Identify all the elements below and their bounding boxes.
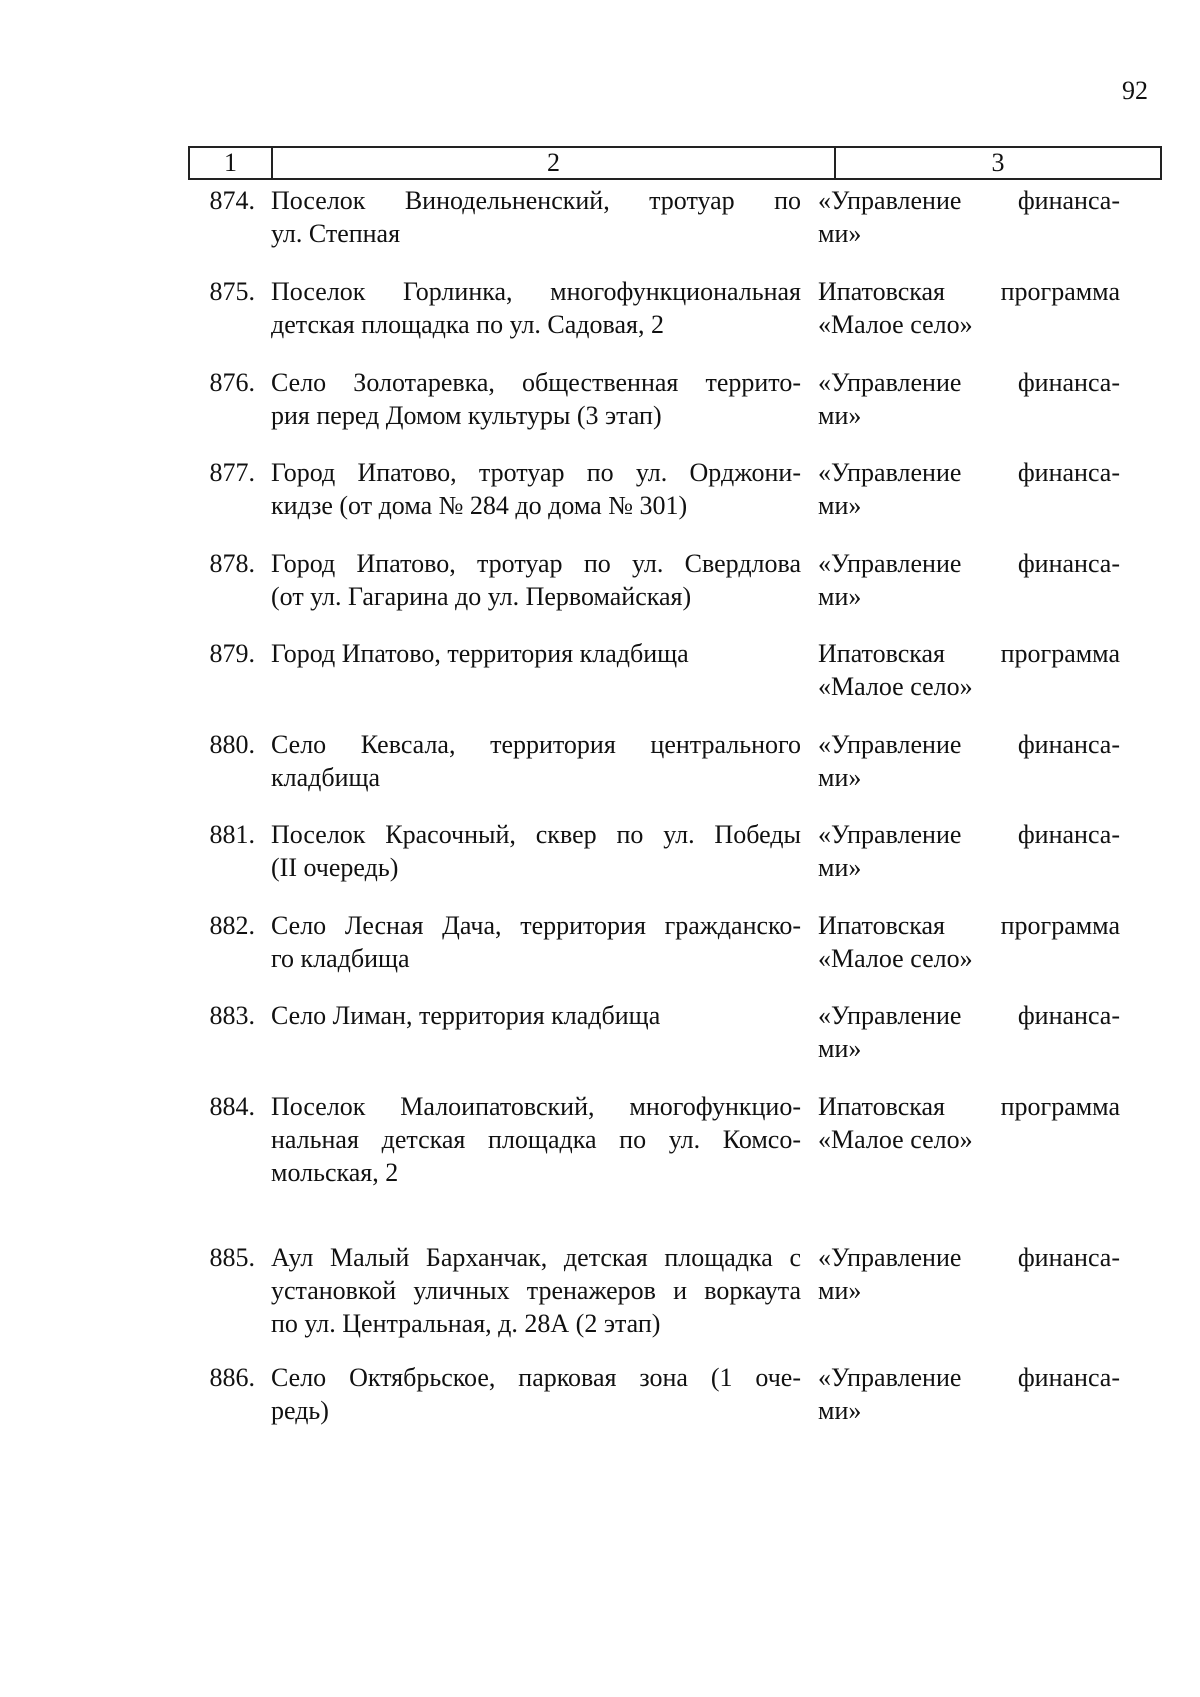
row-description <box>263 999 815 1065</box>
description-line: Поселок Горлинка, многофункциональная <box>271 277 801 306</box>
funding-word: Ипатовская <box>818 911 945 940</box>
funding-line <box>818 547 1120 580</box>
funding-line: ми» <box>818 763 862 792</box>
row-number: 879. <box>209 639 255 668</box>
funding-line <box>818 637 1120 670</box>
funding-word: «Управление <box>818 368 962 397</box>
row-number: 876. <box>209 368 255 397</box>
row-funding-source <box>815 909 1120 975</box>
row-funding-source <box>815 999 1120 1065</box>
row-description <box>263 818 815 884</box>
table-row <box>188 456 1120 522</box>
description-line: Город Ипатово, территория кладбища <box>271 639 689 668</box>
table-header <box>188 146 1162 180</box>
funding-word: программа <box>1000 1092 1120 1121</box>
description-line: рия перед Домом культуры (3 этап) <box>271 401 662 430</box>
header-col-1: 1 <box>190 148 273 178</box>
funding-word: финанса- <box>1017 730 1120 759</box>
funding-word: финанса- <box>1017 1243 1120 1272</box>
description-line: кидзе (от дома № 284 до дома № 301) <box>271 491 688 520</box>
description-line: Поселок Малоипатовский, многофункцио- <box>271 1092 801 1121</box>
funding-word: «Управление <box>818 730 962 759</box>
row-description <box>263 366 815 432</box>
funding-word: финанса- <box>1017 549 1120 578</box>
funding-line <box>818 456 1120 489</box>
row-number: 883. <box>209 1001 255 1030</box>
funding-word: финанса- <box>1017 1001 1120 1030</box>
description-line: ул. Степная <box>271 219 401 248</box>
table-row <box>188 1361 1120 1427</box>
table-row <box>188 728 1120 794</box>
row-funding-source <box>815 275 1120 341</box>
funding-line: ми» <box>818 853 862 882</box>
funding-line <box>818 818 1120 851</box>
funding-word: «Управление <box>818 1001 962 1030</box>
row-number: 881. <box>209 820 255 849</box>
funding-word: Ипатовская <box>818 277 945 306</box>
funding-line <box>818 275 1120 308</box>
row-funding-source <box>815 728 1120 794</box>
funding-line: «Малое село» <box>818 310 973 339</box>
row-number: 885. <box>209 1243 255 1272</box>
funding-word: Ипатовская <box>818 1092 945 1121</box>
row-funding-source <box>815 1361 1120 1427</box>
row-description <box>263 637 815 703</box>
funding-word: программа <box>1000 639 1120 668</box>
description-line: Село Золотаревка, общественная террито- <box>271 368 801 397</box>
description-line: (от ул. Гагарина до ул. Первомайская) <box>271 582 692 611</box>
row-number: 874. <box>209 186 255 215</box>
table-row <box>188 366 1120 432</box>
funding-line <box>818 1361 1120 1394</box>
funding-word: финанса- <box>1017 186 1120 215</box>
description-line: Поселок Винодельненский, тротуар по <box>271 186 801 215</box>
funding-word: программа <box>1000 277 1120 306</box>
row-number: 878. <box>209 549 255 578</box>
row-funding-source <box>815 637 1120 703</box>
funding-line <box>818 184 1120 217</box>
description-line: мольская, 2 <box>271 1158 399 1187</box>
row-funding-source <box>815 818 1120 884</box>
table-row <box>188 909 1120 975</box>
description-line: детская площадка по ул. Садовая, 2 <box>271 310 664 339</box>
description-line: нальная детская площадка по ул. Комсо- <box>271 1125 801 1154</box>
funding-line: «Малое село» <box>818 1125 973 1154</box>
table-row <box>188 999 1120 1065</box>
table-row <box>188 275 1120 341</box>
row-funding-source <box>815 184 1120 250</box>
funding-line: ми» <box>818 219 862 248</box>
row-number: 886. <box>209 1363 255 1392</box>
funding-line: ми» <box>818 1276 862 1305</box>
row-description <box>263 909 815 975</box>
funding-line <box>818 1241 1120 1274</box>
description-line: по ул. Центральная, д. 28А (2 этап) <box>271 1309 661 1338</box>
row-description <box>263 1241 815 1340</box>
funding-line: ми» <box>818 582 862 611</box>
table-row <box>188 1241 1120 1340</box>
row-number: 882. <box>209 911 255 940</box>
description-line: Поселок Красочный, сквер по ул. Победы <box>271 820 801 849</box>
funding-line: ми» <box>818 491 862 520</box>
row-number: 877. <box>209 458 255 487</box>
row-description <box>263 456 815 522</box>
funding-line <box>818 366 1120 399</box>
header-col-2: 2 <box>273 148 836 178</box>
table-row <box>188 1090 1120 1189</box>
funding-line: «Малое село» <box>818 944 973 973</box>
funding-word: «Управление <box>818 820 962 849</box>
funding-word: программа <box>1000 911 1120 940</box>
row-description <box>263 1090 815 1189</box>
row-number: 884. <box>209 1092 255 1121</box>
row-description <box>263 547 815 613</box>
description-line: Город Ипатово, тротуар по ул. Орджони- <box>271 458 801 487</box>
description-line: редь) <box>271 1396 329 1425</box>
description-line: Город Ипатово, тротуар по ул. Свердлова <box>271 549 801 578</box>
funding-line <box>818 909 1120 942</box>
funding-line <box>818 999 1120 1032</box>
funding-word: «Управление <box>818 1243 962 1272</box>
description-line: Село Лесная Дача, территория гражданско- <box>271 911 801 940</box>
description-line: Село Октябрьское, парковая зона (1 оче- <box>271 1363 801 1392</box>
funding-line: ми» <box>818 1396 862 1425</box>
table-row <box>188 818 1120 884</box>
funding-line <box>818 728 1120 761</box>
page-number: 92 <box>1122 76 1148 105</box>
row-funding-source <box>815 456 1120 522</box>
funding-word: финанса- <box>1017 458 1120 487</box>
row-description <box>263 184 815 250</box>
description-line: Село Кевсала, территория центрального <box>271 730 801 759</box>
table-row <box>188 547 1120 613</box>
row-number: 875. <box>209 277 255 306</box>
funding-line: ми» <box>818 1034 862 1063</box>
funding-word: Ипатовская <box>818 639 945 668</box>
funding-word: финанса- <box>1017 1363 1120 1392</box>
description-line: кладбища <box>271 763 381 792</box>
row-funding-source <box>815 1241 1120 1340</box>
funding-word: «Управление <box>818 186 962 215</box>
table-row <box>188 637 1120 703</box>
row-funding-source <box>815 547 1120 613</box>
row-funding-source <box>815 366 1120 432</box>
funding-line <box>818 1090 1120 1123</box>
funding-word: «Управление <box>818 549 962 578</box>
row-funding-source <box>815 1090 1120 1189</box>
description-line: установкой уличных тренажеров и воркаута <box>271 1276 801 1305</box>
row-description <box>263 728 815 794</box>
funding-word: «Управление <box>818 458 962 487</box>
funding-word: «Управление <box>818 1363 962 1392</box>
funding-line: «Малое село» <box>818 672 973 701</box>
funding-word: финанса- <box>1017 820 1120 849</box>
row-number: 880. <box>209 730 255 759</box>
funding-word: финанса- <box>1017 368 1120 397</box>
description-line: Аул Малый Барханчак, детская площадка с <box>271 1243 801 1272</box>
description-line: го кладбища <box>271 944 410 973</box>
row-description <box>263 1361 815 1427</box>
header-col-3: 3 <box>991 148 1005 177</box>
table-row <box>188 184 1120 250</box>
description-line: Село Лиман, территория кладбища <box>271 1001 661 1030</box>
description-line: (II очередь) <box>271 853 399 882</box>
funding-line: ми» <box>818 401 862 430</box>
row-description <box>263 275 815 341</box>
